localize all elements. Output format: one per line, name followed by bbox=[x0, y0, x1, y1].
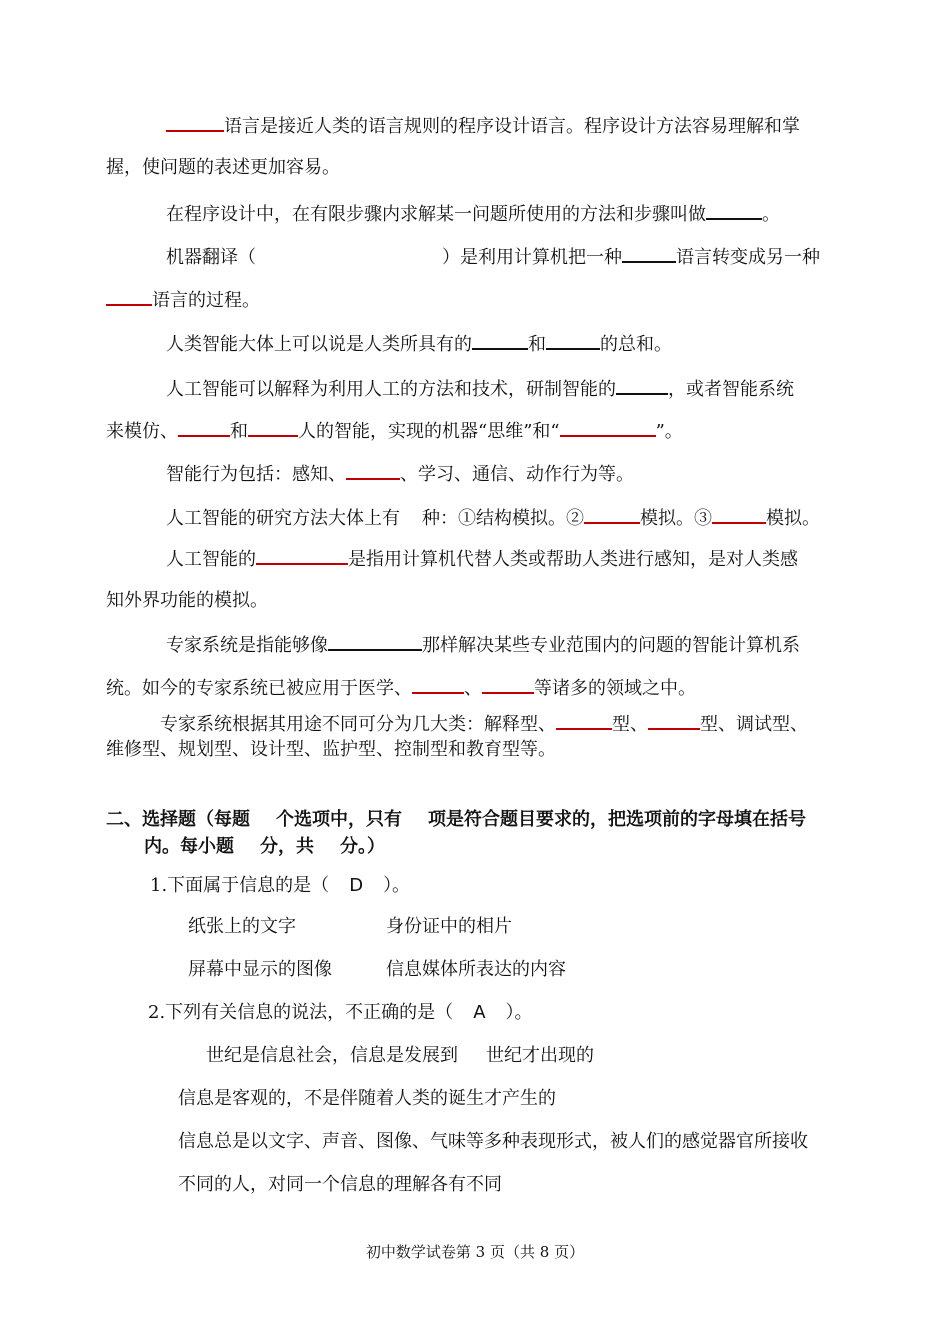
blank[interactable] bbox=[178, 419, 230, 437]
blank[interactable] bbox=[616, 377, 668, 395]
q1-line1: 语言是接近人类的语言规则的程序设计语言。程序设计方法容易理解和掌 bbox=[166, 114, 800, 139]
q10-line2: 维修型、规划型、设计型、监护型、控制型和教育型等。 bbox=[106, 739, 556, 760]
q9-line2: 统。如今的专家系统已被应用于医学、 、 等诸多的领域之中。 bbox=[106, 678, 696, 699]
q1-line2: 握，使问题的表述更加容易。 bbox=[106, 157, 340, 178]
q5-line1: 人工智能可以解释为利用人工的方法和技术，研制智能的 ，或者智能系统 bbox=[166, 379, 794, 400]
mc2-option-a[interactable]: 世纪是信息社会，信息是发展到 世纪才出现的 bbox=[206, 1045, 594, 1066]
blank[interactable] bbox=[584, 506, 640, 524]
q9-line1: 专家系统是指能够像 那样解决某些专业范围内的问题的智能计算机系 bbox=[166, 635, 800, 656]
q6: 智能行为包括：感知、 、学习、通信、动作行为等。 bbox=[166, 464, 634, 485]
q3-line1: 机器翻译（ ）是利用计算机把一种 语言转变成另一种 bbox=[166, 247, 820, 268]
blank[interactable] bbox=[346, 462, 400, 480]
blank[interactable] bbox=[328, 633, 422, 651]
mc2-option-b[interactable]: 信息是客观的，不是伴随着人类的诞生才产生的 bbox=[178, 1088, 556, 1109]
q8-line1: 人工智能的 是指用计算机代替人类或帮助人类进行感知，是对人类感 bbox=[166, 549, 798, 570]
q5-line2: 来模仿、 和 人的智能，实现的机器“思维”和“ ”。 bbox=[106, 421, 683, 442]
mc2-answer[interactable]: A bbox=[473, 1002, 486, 1023]
mc2-option-c[interactable]: 信息总是以文字、声音、图像、气味等多种表现形式，被人们的感觉器官所接收 bbox=[178, 1131, 808, 1152]
blank[interactable] bbox=[482, 676, 534, 694]
q2: 在程序设计中，在有限步骤内求解某一问题所使用的方法和步骤叫做 。 bbox=[166, 204, 780, 225]
blank[interactable] bbox=[706, 202, 762, 220]
q3-line2: 语言的过程。 bbox=[106, 288, 260, 313]
mc1-stem: 1.下面属于信息的是（ D ）。 bbox=[150, 875, 411, 896]
section2-heading-line1: 二、选择题（每题 个选项中，只有 项是符合题目要求的，把选项前的字母填在括号 bbox=[106, 809, 806, 830]
mc1-option-a[interactable]: 纸张上的文字 bbox=[188, 916, 296, 937]
section2-heading-line2: 内。每小题 分，共 分。） bbox=[144, 836, 385, 857]
mc2-stem: 2.下列有关信息的说法，不正确的是（ A ）。 bbox=[148, 1002, 533, 1023]
blank[interactable] bbox=[166, 114, 224, 132]
mc1-option-c[interactable]: 屏幕中显示的图像 bbox=[188, 959, 332, 980]
blank[interactable] bbox=[648, 712, 700, 730]
q4: 人类智能大体上可以说是人类所具有的 和 的总和。 bbox=[166, 334, 672, 355]
q8-line2: 知外界功能的模拟。 bbox=[106, 590, 268, 611]
blank[interactable] bbox=[248, 419, 298, 437]
blank[interactable] bbox=[712, 506, 766, 524]
q7: 人工智能的研究方法大体上有 种：①结构模拟。② 模拟。③ 模拟。 bbox=[166, 508, 820, 529]
blank[interactable] bbox=[106, 288, 152, 306]
mc1-option-b[interactable]: 身份证中的相片 bbox=[386, 916, 512, 937]
blank[interactable] bbox=[412, 676, 464, 694]
blank[interactable] bbox=[560, 419, 656, 437]
blank[interactable] bbox=[556, 712, 612, 730]
blank[interactable] bbox=[472, 332, 528, 350]
mc1-answer[interactable]: D bbox=[349, 875, 364, 896]
q10-line1: 专家系统根据其用途不同可分为几大类：解释型、 型、 型、调试型、 bbox=[160, 714, 808, 735]
blank[interactable] bbox=[546, 332, 600, 350]
mc1-option-d[interactable]: 信息媒体所表达的内容 bbox=[386, 959, 566, 980]
blank[interactable] bbox=[622, 245, 676, 263]
blank[interactable] bbox=[256, 547, 348, 565]
mc2-option-d[interactable]: 不同的人，对同一个信息的理解各有不同 bbox=[178, 1174, 502, 1195]
page-footer: 初中数学试卷第 3 页（共 8 页） bbox=[365, 1243, 585, 1261]
